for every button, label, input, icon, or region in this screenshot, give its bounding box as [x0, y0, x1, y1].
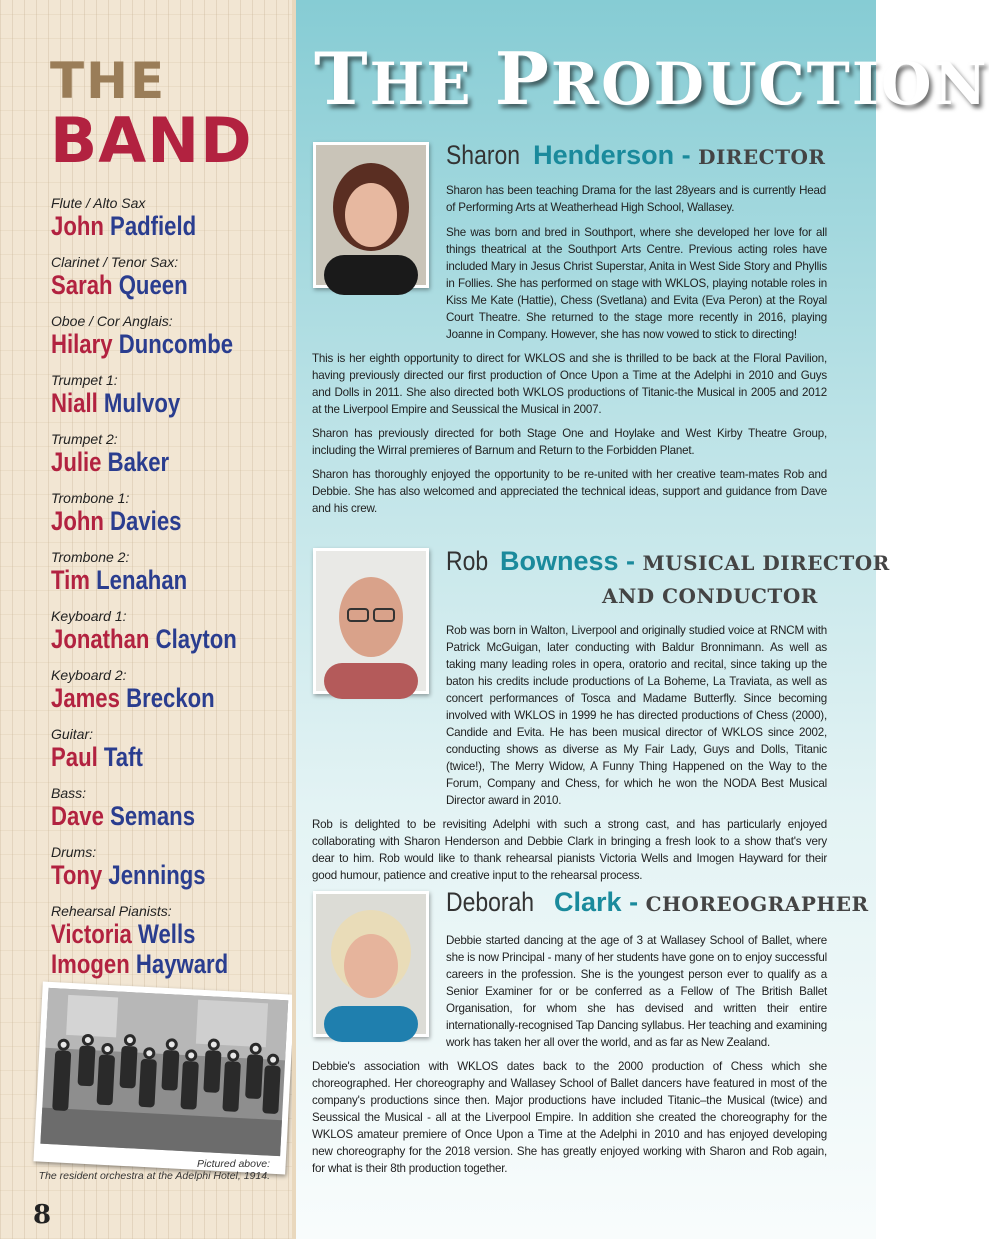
member-role: Bass:	[51, 785, 87, 801]
band-member	[51, 314, 286, 359]
member-first-name: John	[51, 506, 104, 536]
band-member	[51, 904, 286, 979]
band-member	[51, 845, 286, 890]
page-number: 8	[33, 1200, 52, 1230]
sharon-bio-intro: Sharon has been teaching Drama for the last 28years and is currently Head of Performing Arts at Weatherhead High School, Wallasey.	[446, 184, 826, 214]
sharon-bio: She was born and bred in Southport, where she developed her love for all things theatrical at the Southport Arts Centre. Previous acting roles have included Mary in Jesus Christ Superstar, Anita in West Side Story and Phyllis in Follies. She has performed on stage with WKLOS, playing notable roles in Kiss Me Kate (Hattie), Chess (Svetlana) and Evita (Eva Peron) at the Royal Court Theatre. She returned to the stage more recently in 2016, playing Joanne in Company. However, she has now vowed to stick to directing! This is her eighth opportunity to direct for WKLOS and she is thrilled to be back at the Floral Pavilion, having previously directed our first production of Once Upon a Time at the Adelphi in 2010 and Guys and Dolls in 2011. She also directed both WKLOS productions of Titanic-the Musical in 2005 and 2012 at the Liverpool Empire and Seussical the Musical in 2007. Sharon has previously directed for both Stage One and Hoylake and West Kirby Theatre Group, including the Wirral premieres of Barnum and Return to the Forbidden Planet. Sharon has thoroughly enjoyed the opportunity to be re-united with her creative team-mates Rob and Debbie. She has also welcomed and appreciated the technical ideas, support and guidance from Dave and his crew.	[312, 226, 827, 515]
band-member	[51, 373, 286, 418]
band-member	[51, 550, 286, 595]
member-role: Rehearsal Pianists:	[51, 903, 172, 919]
member-last-name: Taft	[103, 742, 143, 772]
member-role: Keyboard 1:	[51, 608, 127, 624]
member-first-name: Tony	[51, 860, 103, 890]
member-first-name: James	[51, 683, 120, 713]
member-last-name: Davies	[110, 506, 182, 536]
member-role: Keyboard 2:	[51, 667, 127, 683]
rob-heading: Rob Bowness - MUSICAL DIRECTOR	[446, 546, 890, 576]
band-member	[51, 786, 286, 831]
member-role: Trumpet 2:	[51, 431, 118, 447]
member-role: Flute / Alto Sax	[51, 195, 146, 211]
member-role: Trombone 1:	[51, 490, 130, 506]
member-last-name: Lenahan	[96, 565, 188, 595]
member-last-name: Mulvoy	[103, 388, 181, 418]
photo-caption: Pictured above: The resident orchestra at the Adelphi Hotel, 1914.	[38, 1158, 270, 1182]
member-first-name: Tim	[51, 565, 90, 595]
member-first-name: Victoria	[51, 919, 132, 949]
member-last-name: Baker	[107, 447, 170, 477]
member-role: Oboe / Cor Anglais:	[51, 313, 173, 329]
member-first-name: Dave	[51, 801, 104, 831]
member-first-name: Sarah	[51, 270, 113, 300]
member-last-name: Duncombe	[118, 329, 234, 359]
member-last-name: Hayward	[135, 949, 229, 979]
member-first-name: Hilary	[51, 329, 113, 359]
member-role: Clarinet / Tenor Sax:	[51, 254, 179, 270]
member-first-name: Niall	[51, 388, 98, 418]
production-panel	[296, 0, 989, 1239]
member-first-name: Imogen	[51, 949, 130, 979]
band-title-the: THE	[50, 52, 167, 110]
member-last-name: Padfield	[110, 211, 197, 241]
member-last-name: Semans	[110, 801, 196, 831]
band-member	[51, 196, 286, 241]
member-last-name: Clayton	[155, 624, 237, 654]
band-member	[51, 727, 286, 772]
rob-bio: Rob was born in Walton, Liverpool and originally studied voice at RNCM with Patrick McGuigan, later conducting with Baldur Bronnimann. As well as taking many leading roles in opera, oratorio and recital, since taking up the baton his credits include productions of La Boheme, La Traviata, as well as concert performances of Tosca and Madame Butterfly. Since becoming involved with WKLOS in 1999 he has directed productions of Chess (2000), Candide and Evita. He has been musical director of WKLOS since 2002, conducting shows as diverse as My Fair Lady, Guys and Dolls, Titanic (twice!), The Merry Widow, A Funny Thing Happened on the Way to the Forum, Company and Chess, for which he won the NODA Best Musical Director award in 2010. Rob is delighted to be revisiting Adelphi with such a strong cast, and has particularly enjoyed collaborating with Sharon Henderson and Debbie Clark in bringing a fresh look to a show that's very dear to him. Rob would like to thank rehearsal pianists Victoria Wells and Imogen Hayward for their good humour, patience and creative input to the rehearsal process.	[312, 624, 827, 882]
member-last-name: Breckon	[126, 683, 215, 713]
member-last-name: Jennings	[108, 860, 206, 890]
band-member	[51, 609, 286, 654]
deborah-heading: Deborah Clark - CHOREOGRAPHER	[446, 887, 869, 917]
deborah-bio: Debbie started dancing at the age of 3 at Wallasey School of Ballet, where she is now Principal - many of her students have gone on to enjoy successful careers in the profession. She is the youngest person ever to qualify as a Senior Examiner for or be conferred as a Fellow of The British Ballet Organisation, for whom she has devised and written their entire internationally-recognised Tap Dancing syllabus. Her teaching and examining work has taken her all over the world, and as far as New Zealand. Debbie's association with WKLOS dates back to the 2000 production of Chess which she choreographed. Her choreography and Wallasey School of Ballet dancers have featured in most of the company's productions since then. Major productions have included Titanic–the Musical (twice) and Seussical the Musical - all at the Liverpool Empire. In addition she created the choreography for the WKLOS amateur premiere of Once Upon a Time at the Adelphi in 2010 and has enjoyed developing new choreography for the 2018 version. She has greatly enjoyed working with Sharon and Rob again, for what is their 8th production together.	[312, 934, 827, 1175]
member-role: Drums:	[51, 844, 97, 860]
band-member	[51, 432, 286, 477]
band-member	[51, 255, 286, 300]
member-role: Guitar:	[51, 726, 94, 742]
member-role: Trombone 2:	[51, 549, 130, 565]
member-first-name: Julie	[51, 447, 102, 477]
member-first-name: Paul	[51, 742, 98, 772]
member-first-name: Jonathan	[51, 624, 150, 654]
sharon-heading: Sharon Henderson - DIRECTOR	[446, 140, 826, 170]
band-member	[51, 491, 286, 536]
band-title-band: BAND	[50, 104, 253, 177]
member-role: Trumpet 1:	[51, 372, 118, 388]
band-member	[51, 668, 286, 713]
member-last-name: Wells	[137, 919, 196, 949]
rob-role-line2: AND CONDUCTOR	[602, 584, 818, 608]
member-last-name: Queen	[118, 270, 188, 300]
orchestra-photo	[33, 982, 294, 1175]
member-first-name: John	[51, 211, 104, 241]
band-panel	[0, 0, 292, 1239]
production-title: THE PRODUCTION	[314, 36, 989, 121]
